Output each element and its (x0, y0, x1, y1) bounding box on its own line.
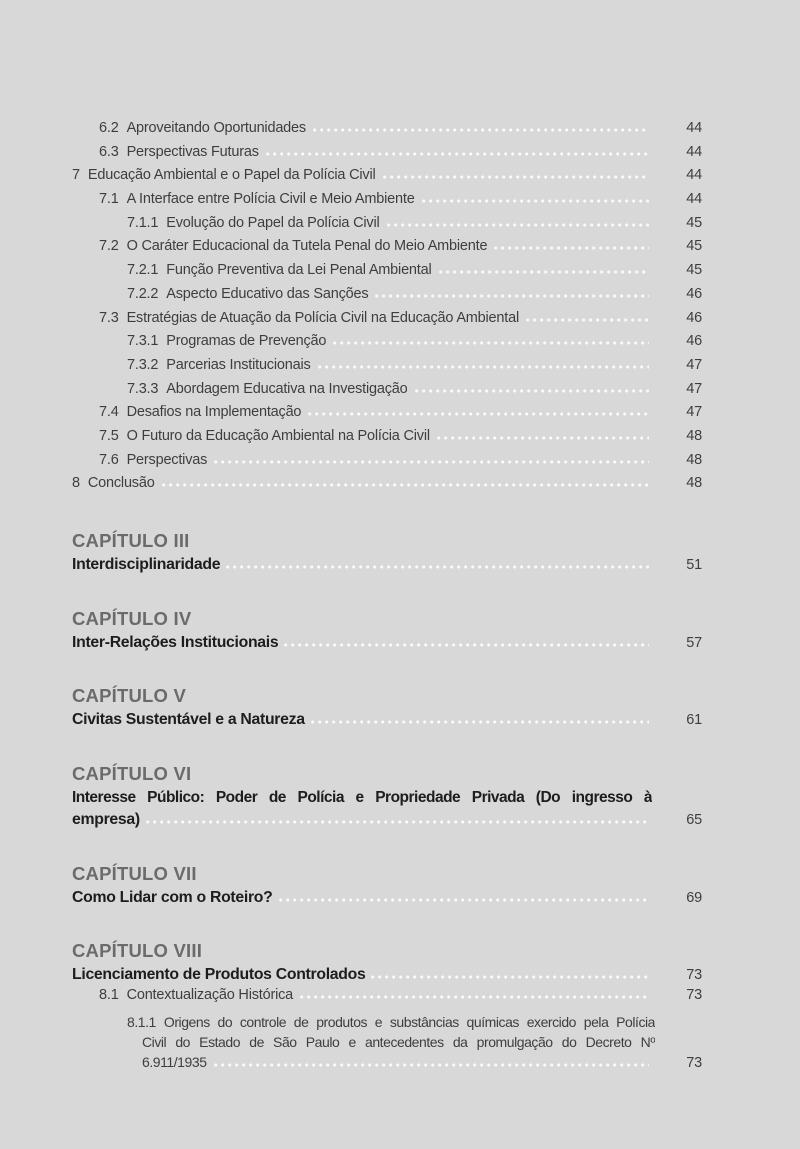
chapter-block (72, 527, 702, 577)
chapter-label: CAPÍTULO VII (72, 862, 197, 884)
chapter-block (72, 682, 702, 732)
toc-entry (72, 404, 702, 428)
dotted-leader (437, 436, 649, 440)
entry-title: Evolução do Papel da Polícia Civil (166, 214, 380, 231)
chapter-label: CAPÍTULO III (72, 530, 190, 551)
entry-title: Perspectivas (126, 451, 208, 468)
chapter-title-line: Interesse Público: Poder de Polícia e Propriedade Privada (Do ingresso à (72, 788, 652, 806)
chapter-title: Inter-Relações Institucionais (72, 633, 279, 651)
page-number: 46 (686, 309, 702, 326)
dotted-leader (387, 223, 650, 227)
entry-title: Aspecto Educativo das Sanções (166, 285, 369, 302)
page-number: 45 (686, 238, 702, 255)
entry-number: 7.6 (99, 451, 119, 468)
dotted-leader (371, 975, 649, 979)
page-number: 44 (686, 120, 702, 136)
chapter-title: Civitas Sustentável e a Natureza (72, 711, 305, 728)
entry-number: 7.4 (99, 404, 119, 421)
dotted-leader (146, 820, 649, 824)
toc-entry (72, 262, 702, 286)
toc-entry (72, 286, 702, 310)
toc-entry (72, 310, 702, 334)
page-number: 47 (686, 356, 702, 373)
toc-entry (72, 144, 702, 168)
entry-title: Abordagem Educativa na Investigação (166, 380, 408, 397)
entry-number: 6.2 (99, 120, 119, 136)
page-number: 46 (686, 333, 702, 350)
entry-number: 7.1.1 (127, 214, 159, 231)
entry-title: Aproveitando Oportunidades (126, 120, 306, 136)
chapter-label: CAPÍTULO VI (72, 762, 192, 784)
chapter-title-row (72, 887, 702, 910)
page-number: 65 (686, 812, 702, 828)
entry-number: 7.1 (99, 191, 119, 208)
entry-title: O Caráter Educacional da Tutela Penal do Meio Ambiente (126, 238, 488, 255)
entry-number: 7.2 (99, 238, 119, 255)
chapter-title-row (72, 964, 702, 987)
dotted-leader (308, 412, 649, 416)
entry-number: 7.2.1 (127, 262, 159, 279)
entry-title: A Interface entre Polícia Civil e Meio Ambiente (126, 191, 415, 208)
chapter-title-row (72, 709, 702, 732)
chapter-label: CAPÍTULO VIII (72, 940, 203, 961)
entry-title: Função Preventiva da Lei Penal Ambiental (166, 262, 432, 279)
entry-title: Desafios na Implementação (126, 404, 302, 421)
entry-last-line (72, 1052, 702, 1073)
entry-title: Parcerias Institucionais (166, 356, 311, 373)
chapter-block (72, 937, 702, 987)
entry-number: 7.3 (99, 309, 119, 326)
dotted-leader (415, 389, 649, 393)
dotted-leader (162, 483, 649, 487)
page-number: 73 (686, 1055, 702, 1072)
toc-entry (72, 120, 702, 144)
entry-title-line: Origens do controle de produtos e substâncias químicas exercido pela Polícia (163, 1014, 655, 1031)
dotted-leader (214, 460, 649, 464)
dotted-leader (422, 199, 649, 203)
page-number: 44 (686, 143, 702, 160)
page-number: 45 (686, 214, 702, 231)
chapter-label: CAPÍTULO IV (72, 607, 192, 629)
toc-entry (72, 333, 702, 357)
chapter-title: Como Lidar com o Roteiro? (72, 888, 273, 906)
chapter-label: CAPÍTULO V (72, 685, 187, 706)
page-number: 69 (686, 889, 702, 906)
dotted-leader (300, 995, 649, 999)
toc-entry (72, 987, 702, 1011)
entry-title: Programas de Prevenção (166, 333, 327, 350)
entry-title: Perspectivas Futuras (126, 143, 259, 160)
page-number: 51 (686, 557, 702, 573)
page-number: 48 (686, 475, 702, 492)
toc-entry (72, 215, 702, 239)
entry-number: 7.3.2 (127, 356, 159, 373)
toc-entry-multiline (72, 1012, 702, 1073)
page-number: 44 (686, 167, 702, 184)
entry-number: 7.2.2 (127, 285, 159, 302)
chapter-title: empresa) (72, 811, 140, 828)
entry-number: 8 (72, 475, 80, 492)
chapter-title: Licenciamento de Produtos Controlados (72, 966, 366, 983)
toc-entry (72, 238, 702, 262)
page-number: 47 (686, 404, 702, 421)
page-number: 57 (686, 634, 702, 651)
entry-title-line: Civil do Estado de São Paulo e antecedentes da promulgação do Decreto Nº (142, 1034, 655, 1051)
entry-number: 8.1 (99, 986, 119, 1003)
dotted-leader (333, 341, 649, 345)
entry-first-line (72, 1012, 702, 1032)
chapter-block (72, 860, 702, 910)
dotted-leader (439, 270, 649, 274)
dotted-leader (494, 246, 649, 250)
toc-entry (72, 428, 702, 452)
page-number: 46 (686, 285, 702, 302)
entry-number: 7 (72, 167, 80, 184)
dotted-leader (375, 294, 649, 298)
chapter-title-row (72, 809, 702, 832)
toc-entry (72, 191, 702, 215)
chapter-title: Interdisciplinaridade (72, 556, 221, 573)
dotted-leader (226, 565, 649, 569)
entry-title-line: 6.911/1935 (142, 1054, 207, 1071)
chapter-block (72, 760, 702, 832)
entry-number: 8.1.1 (127, 1014, 156, 1031)
dotted-leader (311, 720, 649, 724)
dotted-leader (313, 128, 649, 132)
entry-title: O Futuro da Educação Ambiental na Polícia Civil (126, 427, 430, 444)
toc-entry (72, 357, 702, 381)
dotted-leader (318, 365, 649, 369)
dotted-leader (526, 318, 649, 322)
dotted-leader (383, 175, 650, 179)
chapter-title-row (72, 632, 702, 655)
toc-entry (72, 381, 702, 405)
entry-title: Conclusão (87, 475, 155, 492)
dotted-leader (284, 643, 649, 647)
toc-entry (72, 475, 702, 499)
entry-title: Contextualização Histórica (126, 986, 294, 1003)
page-number: 44 (686, 191, 702, 208)
dotted-leader (279, 898, 650, 902)
page-number: 45 (686, 262, 702, 279)
entry-title: Estratégias de Atuação da Polícia Civil na Educação Ambiental (126, 309, 519, 326)
dotted-leader (266, 152, 649, 156)
entry-number: 7.3.3 (127, 380, 159, 397)
entry-number: 7.5 (99, 427, 119, 444)
page-number: 61 (686, 712, 702, 728)
chapter-block (72, 605, 702, 655)
page-number: 48 (686, 427, 702, 444)
chapter-title-row (72, 554, 702, 577)
entry-number: 6.3 (99, 143, 119, 160)
dotted-leader (214, 1063, 649, 1067)
page-number: 47 (686, 380, 702, 397)
entry-title: Educação Ambiental e o Papel da Polícia Civil (87, 167, 376, 184)
page-number: 73 (686, 986, 702, 1003)
toc (72, 120, 702, 1073)
entry-number: 7.3.1 (127, 333, 159, 350)
page-number: 48 (686, 451, 702, 468)
toc-entry (72, 167, 702, 191)
page-number: 73 (686, 967, 702, 983)
toc-entry (72, 452, 702, 476)
